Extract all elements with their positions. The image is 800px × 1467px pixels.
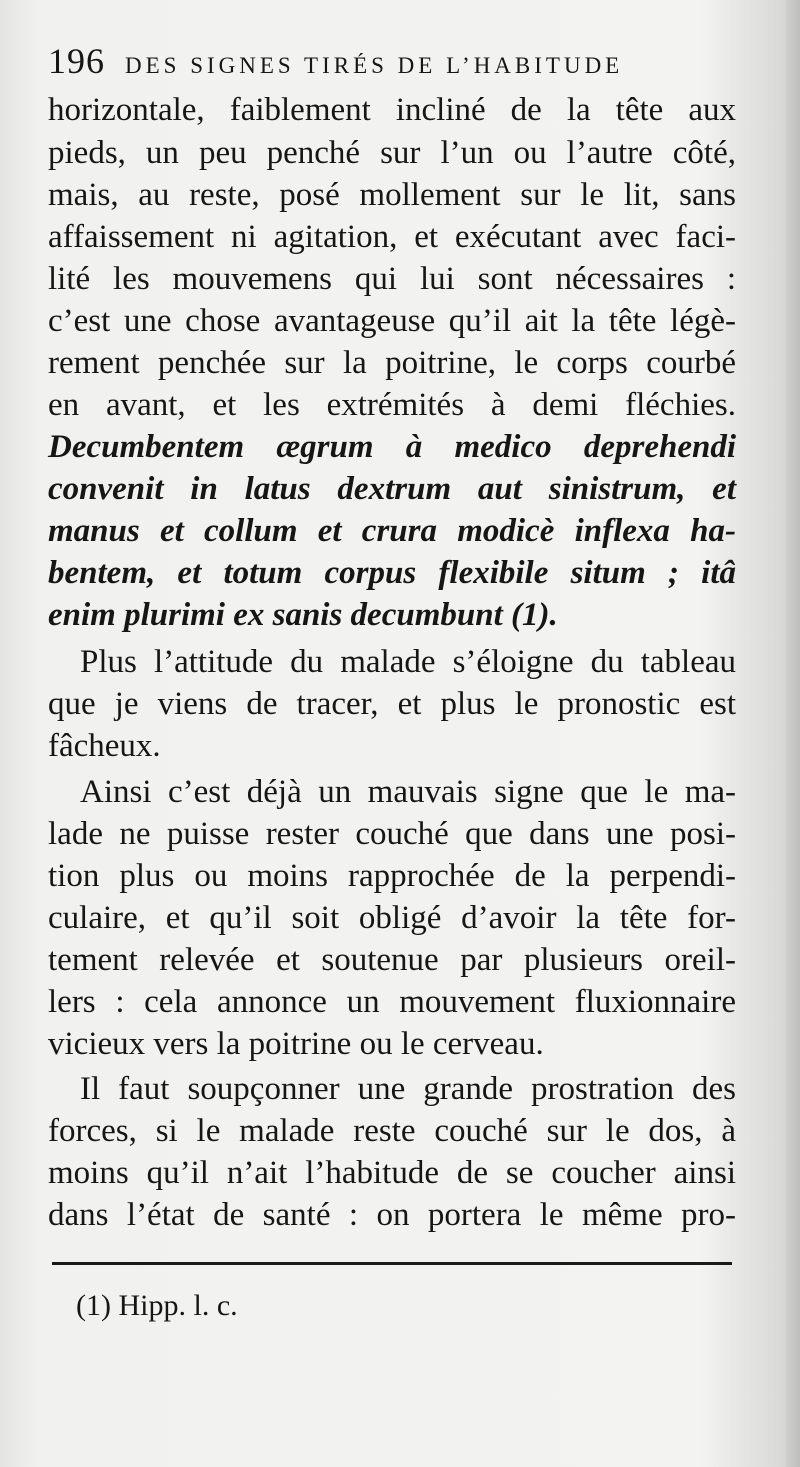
text-line: affaissement ni agitation, et exécutant avec faci-: [48, 219, 736, 255]
text-line: mais, au reste, posé mollement sur le lit, sans: [48, 177, 736, 213]
text-line: Plus l’attitude du malade s’éloigne du tableau: [80, 644, 736, 680]
text-line: lité les mouvemens qui lui sont nécessaires :: [48, 261, 736, 297]
text-line: Il faut soupçonner une grande prostration des: [80, 1071, 736, 1107]
text-line: lade ne puisse rester couché que dans une posi-: [48, 816, 736, 852]
footnote-rule: [52, 1262, 732, 1265]
text-line: moins qu’il n’ait l’habitude de se coucher ainsi: [48, 1155, 736, 1191]
text-line: c’est une chose avantageuse qu’il ait la tête légè-: [48, 303, 736, 339]
text-line: culaire, et qu’il soit obligé d’avoir la tête for-: [48, 900, 736, 936]
text-line: tion plus ou moins rapprochée de la perpendi-: [48, 858, 736, 894]
text-line: forces, si le malade reste couché sur le dos, à: [48, 1113, 736, 1149]
text-line: horizontale, faiblement incliné de la tête aux: [48, 92, 736, 128]
text-line: pieds, un peu penché sur l’un ou l’autre côté,: [48, 135, 736, 171]
page-gutter-shadow: [786, 0, 800, 1467]
running-head: DES SIGNES TIRÉS DE L’HABITUDE: [125, 53, 624, 78]
text-line: rement penchée sur la poitrine, le corps courbé: [48, 345, 736, 381]
latin-quote-line: bentem, et totum corpus flexibile situm ; itâ: [48, 555, 736, 591]
latin-quote-line: convenit in latus dextrum aut sinistrum, et: [48, 471, 736, 507]
text-line: dans l’état de santé : on portera le même pro-: [48, 1197, 736, 1233]
footnote: (1) Hipp. l. c.: [76, 1289, 238, 1322]
latin-quote-line: manus et collum et crura modicè inflexa ha-: [48, 513, 736, 549]
text-line: vicieux vers la poitrine ou le cerveau.: [48, 1026, 544, 1062]
text-line: fâcheux.: [48, 728, 161, 764]
page-header: [48, 40, 748, 86]
text-line: Ainsi c’est déjà un mauvais signe que le ma-: [80, 774, 736, 810]
latin-quote-line: enim plurimi ex sanis decumbunt (1).: [48, 597, 558, 633]
latin-quote-line: Decumbentem ægrum à medico deprehendi: [48, 429, 736, 465]
text-line: tement relevée et soutenue par plusieurs oreil-: [48, 942, 736, 978]
page-number: 196: [48, 41, 105, 81]
text-line: lers : cela annonce un mouvement fluxionnaire: [48, 984, 736, 1020]
text-line: que je viens de tracer, et plus le pronostic est: [48, 686, 736, 722]
text-line: en avant, et les extrémités à demi fléchies.: [48, 387, 736, 423]
